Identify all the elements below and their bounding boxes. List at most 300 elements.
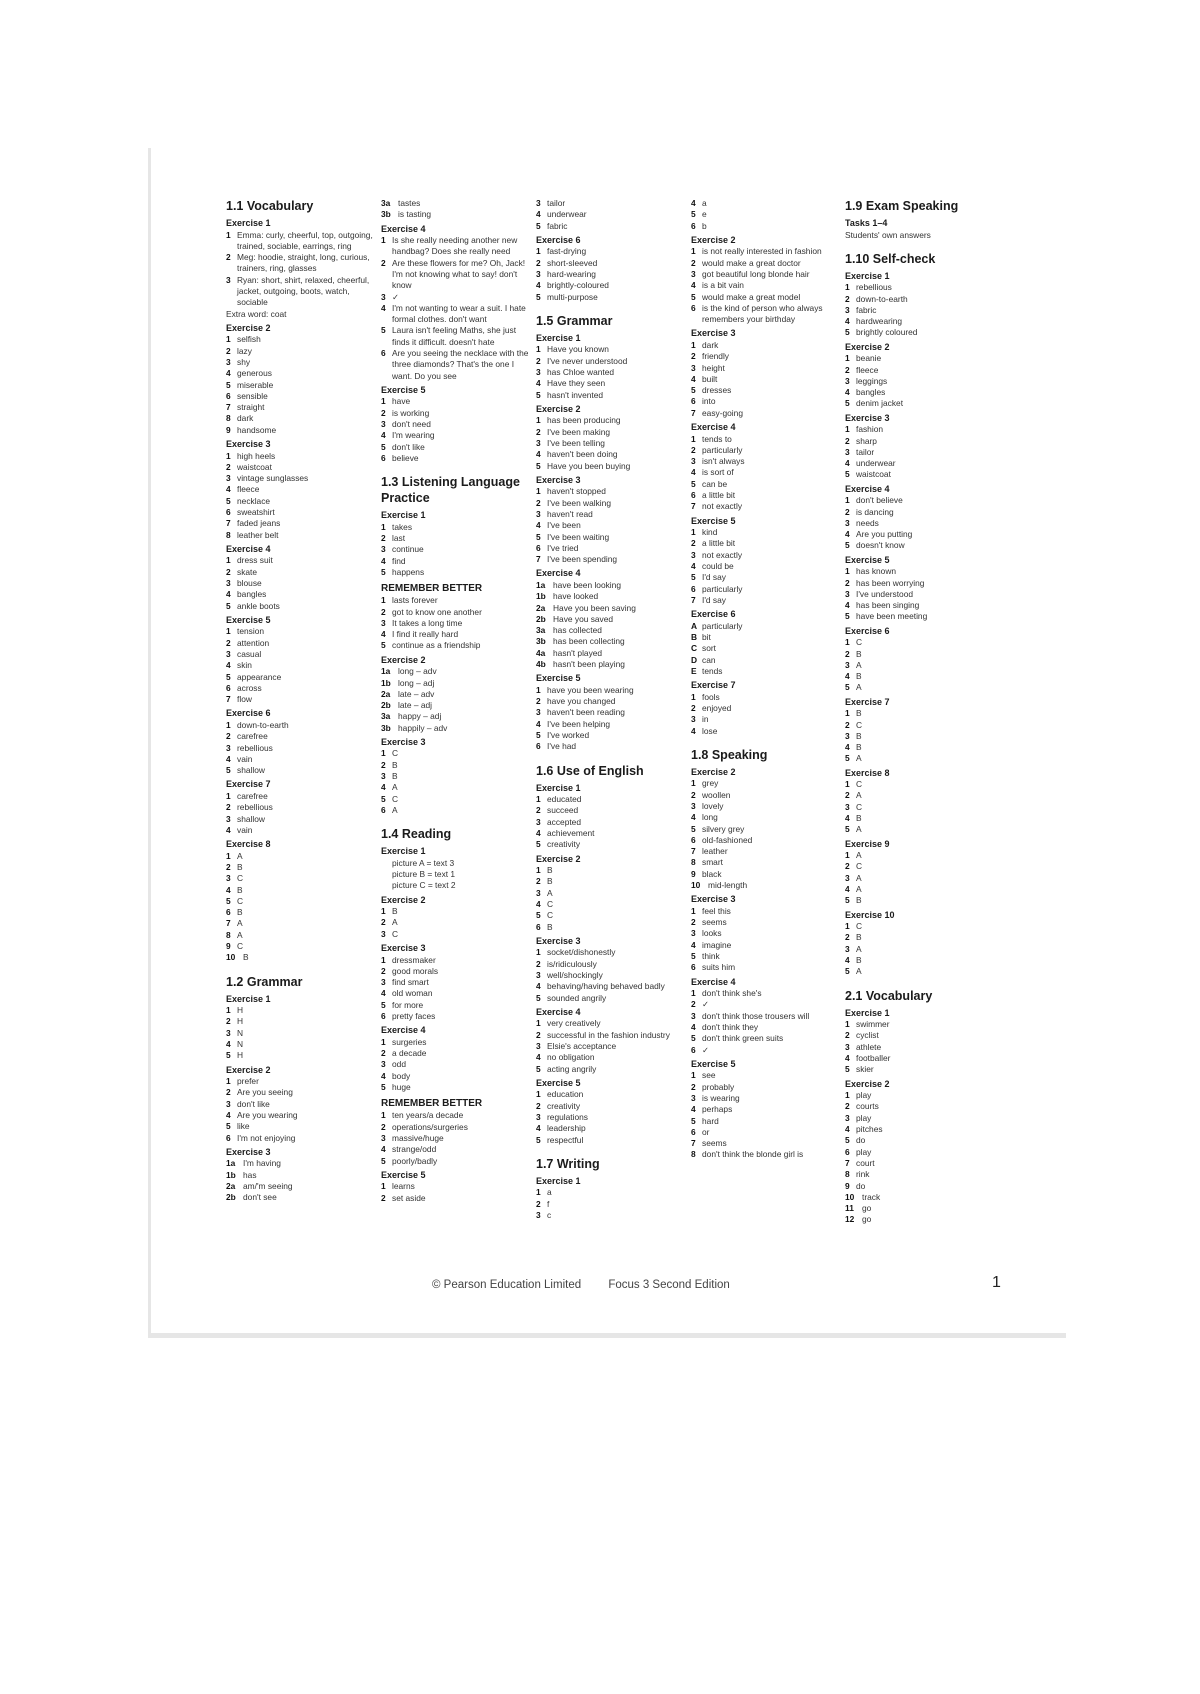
answer-number: 6: [845, 1146, 850, 1157]
answer-text: picture C = text 2: [392, 880, 456, 891]
answer-text: is wearing: [702, 1093, 740, 1103]
answer-block: [536, 783, 686, 851]
answer-text: A: [856, 850, 862, 861]
answer-text: I've been spending: [547, 554, 618, 565]
answer-block: [381, 895, 531, 940]
answer-number: 1: [536, 1089, 541, 1100]
answer-item: [226, 1087, 376, 1098]
answer-number: 3: [226, 873, 231, 884]
answer-text: shallow: [237, 765, 265, 776]
answer-item: [536, 280, 686, 291]
answer-item: [536, 554, 686, 565]
answer-text: no obligation: [547, 1052, 595, 1063]
answer-text: rebellious: [237, 742, 273, 753]
answer-item: [381, 442, 531, 453]
exercise-title: Exercise 2: [691, 766, 736, 777]
answer-item: [691, 1116, 841, 1127]
answer-number: 4: [691, 1022, 696, 1033]
exercise-title: Exercise 2: [536, 403, 581, 414]
answer-number: 1: [536, 1018, 541, 1029]
answer-number: 5: [845, 540, 850, 551]
answer-number: 3: [691, 714, 696, 725]
answer-number: 2: [226, 861, 231, 872]
exercise-title: Exercise 1: [845, 270, 890, 281]
answer-number: 3b: [381, 209, 391, 220]
answer-item: [536, 498, 686, 509]
page-footer: [432, 1279, 754, 1291]
answer-item: [536, 209, 686, 220]
answer-item: [381, 567, 531, 578]
answer-item: [226, 638, 376, 649]
answer-block: [691, 894, 841, 973]
answer-number: 9: [845, 1180, 850, 1191]
answer-number: 3: [381, 928, 386, 939]
answer-block: [381, 655, 531, 734]
answer-item: [381, 917, 531, 928]
answer-text: looks: [702, 928, 722, 939]
answer-item: [226, 555, 376, 566]
answer-item: [381, 1000, 531, 1011]
answer-number: 6: [691, 834, 696, 845]
answer-text: C: [856, 921, 863, 932]
answer-block: [536, 1156, 686, 1172]
answer-number: 1: [691, 433, 696, 444]
answer-number: 4: [536, 280, 541, 291]
answer-item: [226, 885, 376, 896]
answer-text: fabric: [547, 220, 568, 231]
answer-number: 4: [845, 458, 850, 469]
answer-number: 2: [691, 351, 696, 362]
answer-item: [845, 660, 995, 671]
answer-text: kind: [702, 527, 718, 538]
answer-text: has been collecting: [553, 636, 625, 647]
answer-block: [691, 977, 841, 1056]
answer-item: [381, 1011, 531, 1022]
answer-text: carefree: [237, 790, 268, 801]
answer-text: into: [702, 396, 716, 407]
answer-item: [691, 221, 841, 232]
answer-text: picture A = text 3: [392, 857, 455, 868]
answer-text: C: [856, 861, 863, 872]
answer-number: 3: [691, 362, 696, 373]
answer-text: I've been telling: [547, 437, 605, 448]
exercise-title: Exercise 2: [691, 234, 736, 245]
answer-text: like: [237, 1121, 250, 1132]
answer-item: [226, 862, 376, 873]
answer-text: A: [856, 824, 862, 835]
answer-block: [845, 413, 995, 481]
answer-item: [536, 603, 686, 614]
answer-number: 5: [226, 1050, 231, 1061]
answer-item: [381, 1181, 531, 1192]
answer-number: 3: [536, 198, 541, 208]
answer-item: [845, 649, 995, 660]
answer-number: 3: [536, 887, 541, 898]
answer-number: 5: [691, 572, 696, 583]
answer-number: 10: [226, 952, 236, 963]
answer-text: go: [862, 1203, 872, 1214]
answer-number: 1: [226, 1076, 231, 1087]
answer-item: [845, 779, 995, 790]
answer-text: Are you wearing: [237, 1110, 298, 1120]
exercise-title: Exercise 5: [691, 515, 736, 526]
answer-text: I'm not wanting to wear a suit. I hate formal clothes. don't want: [392, 302, 526, 325]
answer-text: late – adv: [398, 688, 435, 699]
answer-text: A: [856, 659, 862, 670]
answer-text: B: [856, 895, 862, 906]
answer-item: [536, 839, 686, 850]
answer-text: skin: [237, 660, 252, 671]
exercise-title: Exercise 7: [845, 696, 890, 707]
answer-number: 1: [381, 1181, 386, 1192]
answer-item: [536, 947, 686, 958]
answer-text: I've had: [547, 741, 577, 752]
exercise-title: Exercise 3: [536, 935, 581, 946]
answer-item: [381, 1156, 531, 1167]
answer-number: 1: [381, 396, 386, 407]
answer-number: 4: [845, 742, 850, 753]
answer-item: [845, 1019, 995, 1030]
answer-number: 4: [691, 725, 696, 736]
answer-item: [845, 305, 995, 316]
answer-text: skate: [237, 566, 258, 577]
answer-text: multi-purpose: [547, 291, 598, 302]
exercise-title: Exercise 1: [226, 218, 271, 228]
answer-number: 4: [845, 529, 850, 540]
answer-item: [381, 760, 531, 771]
answer-item: [691, 643, 841, 654]
answer-item: [381, 1144, 531, 1155]
answer-text: H: [237, 1005, 244, 1016]
answer-item: [845, 682, 995, 693]
answer-number: 1: [536, 1187, 541, 1198]
answer-text: athlete: [856, 1041, 882, 1052]
answer-number: 3: [536, 969, 541, 980]
answer-number: 3: [226, 649, 231, 659]
answer-text: lasts forever: [392, 595, 438, 606]
answer-item: [381, 1193, 531, 1204]
answer-number: 1b: [536, 591, 546, 602]
answer-number: 4: [691, 939, 696, 950]
answer-number: 3: [845, 872, 850, 883]
answer-number: 2: [691, 917, 696, 928]
answer-text: haven't been reading: [547, 707, 625, 718]
answer-number: 4: [691, 373, 696, 384]
answer-text: vain: [237, 824, 253, 835]
answer-text: necklace: [237, 495, 271, 506]
answer-number: 1: [845, 495, 850, 506]
answer-note: Students' own answers: [845, 229, 931, 240]
answer-text: Have they seen: [547, 378, 606, 389]
answer-item: [691, 561, 841, 572]
answer-item: [226, 694, 376, 705]
answer-text: do: [856, 1135, 866, 1146]
answer-text: don't think she's: [702, 988, 762, 999]
answer-text: regulations: [547, 1111, 588, 1122]
answer-item: [226, 496, 376, 507]
exercise-title: Exercise 1: [226, 993, 271, 1004]
answer-block: [381, 1097, 531, 1110]
answer-number: 4: [536, 1123, 541, 1134]
answer-text: old woman: [392, 988, 433, 999]
answer-item: [381, 782, 531, 793]
answer-number: 3: [845, 588, 850, 599]
answer-item: [845, 611, 995, 622]
answer-item: [381, 533, 531, 544]
answer-item: [381, 430, 531, 441]
answer-text: shy: [237, 356, 251, 367]
answer-text: a decade: [392, 1048, 427, 1059]
answer-text: generous: [237, 368, 272, 379]
answer-text: A: [856, 966, 862, 977]
answer-number: 2: [845, 506, 850, 517]
answer-text: b: [702, 220, 707, 231]
answer-number: 4: [691, 1104, 696, 1115]
answer-item: [536, 580, 686, 591]
answer-text: short-sleeved: [547, 257, 598, 268]
answer-number: 5: [226, 765, 231, 776]
exercise-title: Exercise 1: [536, 332, 581, 343]
answer-item: [381, 258, 531, 292]
answer-item: [381, 235, 531, 258]
answer-item: [536, 1199, 686, 1210]
answer-number: 3: [845, 446, 850, 457]
answer-block: [845, 484, 995, 552]
answer-block: [536, 235, 686, 303]
answer-number: 1a: [226, 1158, 236, 1169]
answer-text: A: [856, 753, 862, 764]
answer-item: [691, 396, 841, 407]
answer-number: 4: [845, 600, 850, 611]
answer-number: 3: [845, 375, 850, 386]
exercise-title: Exercise 2: [381, 654, 426, 665]
answer-number: 1b: [381, 677, 391, 688]
answer-item: [226, 896, 376, 907]
answer-item: [845, 921, 995, 932]
answer-text: don't see: [243, 1192, 277, 1203]
answer-number: 3: [381, 291, 386, 302]
exercise-title: Exercise 4: [536, 1006, 581, 1017]
answer-text: B: [392, 906, 398, 917]
answer-number: 2: [691, 257, 696, 268]
answer-item: [691, 917, 841, 928]
answer-item: [691, 303, 841, 326]
answer-item: [845, 1101, 995, 1112]
answer-text: I've worked: [547, 729, 590, 740]
answer-item: [691, 824, 841, 835]
answer-number: 9: [691, 868, 696, 879]
answer-number: 6: [536, 921, 541, 932]
answer-number: 3: [381, 977, 386, 988]
answer-item: [381, 880, 531, 891]
answer-item: [226, 649, 376, 660]
answer-item: [845, 540, 995, 551]
answer-block: [381, 582, 531, 595]
answer-item: [536, 865, 686, 876]
answer-text: operations/surgeries: [392, 1121, 468, 1132]
answer-number: 2: [536, 958, 541, 969]
answer-block: [381, 846, 531, 891]
answer-text: grey: [702, 778, 719, 789]
answer-text: Elsie's acceptance: [547, 1040, 617, 1051]
answer-text: see: [702, 1070, 716, 1081]
answer-text: don't believe: [856, 495, 903, 506]
answer-item: [845, 294, 995, 305]
answer-item: [536, 659, 686, 670]
answer-item: [691, 999, 841, 1010]
exercise-title: Exercise 3: [691, 328, 736, 339]
answer-text: body: [392, 1070, 411, 1081]
answer-number: 1: [845, 779, 850, 790]
answer-text: leggings: [856, 375, 888, 386]
answer-text: brightly coloured: [856, 327, 918, 338]
exercise-title: Exercise 4: [381, 223, 426, 234]
answer-number: 2: [691, 444, 696, 455]
answer-item: [536, 970, 686, 981]
answer-text: for more: [392, 999, 424, 1010]
answer-text: accepted: [547, 816, 581, 827]
answer-number: 2: [536, 696, 541, 707]
answer-text: hardwearing: [856, 316, 903, 327]
answer-item: [845, 873, 995, 884]
answer-text: has: [243, 1169, 257, 1180]
answer-number: 2: [381, 606, 386, 617]
answer-block: [381, 224, 531, 382]
answer-item: [226, 918, 376, 929]
answer-text: H: [237, 1016, 244, 1027]
exercise-title: Exercise 5: [226, 614, 271, 625]
answer-number: 4b: [536, 659, 546, 669]
answer-number: 2: [226, 252, 231, 263]
answer-text: is sort of: [702, 467, 734, 478]
answer-text: dark: [237, 413, 254, 424]
answer-item: [226, 791, 376, 802]
answer-item: [691, 246, 841, 257]
answer-number: 4: [691, 198, 696, 208]
answer-number: 3: [536, 508, 541, 519]
answer-text: swimmer: [856, 1019, 890, 1030]
answer-number: 3: [226, 742, 231, 753]
answer-text: A: [392, 917, 398, 928]
answer-item: [691, 550, 841, 561]
answer-text: don't think those trousers will: [702, 1010, 810, 1021]
answer-item: [226, 743, 376, 754]
answer-item: [691, 940, 841, 951]
answer-item: [691, 703, 841, 714]
answer-item: [381, 929, 531, 940]
answer-number: 10: [845, 1191, 855, 1202]
answer-number: 3: [845, 1041, 850, 1052]
answer-item: [845, 578, 995, 589]
answer-item: [691, 790, 841, 801]
answer-item: [691, 621, 841, 632]
answer-item: [381, 805, 531, 816]
answer-text: easy-going: [702, 407, 743, 418]
answer-text: B: [243, 952, 249, 963]
answer-number: 6: [226, 390, 231, 401]
answer-text: I've been: [547, 520, 581, 531]
answer-text: have: [392, 396, 411, 407]
answer-block: [536, 313, 686, 329]
answer-number: 2: [536, 805, 541, 816]
answer-number: 8: [691, 1149, 696, 1160]
answer-item: [226, 357, 376, 368]
answer-number: 2: [226, 461, 231, 472]
answer-text: respectful: [547, 1134, 584, 1145]
answer-text: C: [547, 910, 554, 921]
answer-item: [226, 346, 376, 357]
answer-item: [226, 425, 376, 436]
answer-text: hasn't played: [553, 647, 603, 658]
answer-number: 3: [536, 1209, 541, 1220]
answer-text: sweatshirt: [237, 507, 275, 518]
answer-text: very creatively: [547, 1018, 601, 1029]
answer-item: [691, 692, 841, 703]
answer-text: has been producing: [547, 415, 621, 426]
answer-text: C: [237, 941, 244, 952]
answer-text: shallow: [237, 813, 265, 824]
answer-item: [226, 507, 376, 518]
answer-text: brightly-coloured: [547, 280, 609, 291]
answer-text: waistcoat: [237, 461, 272, 472]
answer-number: 4: [381, 1070, 386, 1081]
answer-number: 3a: [536, 625, 546, 636]
answer-item: [381, 544, 531, 555]
answer-text: fleece: [237, 484, 260, 495]
answer-text: C: [547, 898, 554, 909]
answer-item: [691, 1011, 841, 1022]
answer-number: 3: [691, 1010, 696, 1021]
answer-number: 7: [226, 402, 231, 413]
remember-better-heading: REMEMBER BETTER: [381, 1098, 483, 1110]
answer-text: fabric: [856, 304, 877, 315]
answer-text: dark: [702, 339, 719, 350]
answer-text: B: [392, 771, 398, 782]
exercise-title: Exercise 4: [226, 543, 271, 554]
answer-text: a: [547, 1187, 552, 1198]
answer-item: [226, 334, 376, 345]
section-title: 1.5 Grammar: [536, 313, 613, 328]
answer-item: [226, 683, 376, 694]
answer-text: behaving/having behaved badly: [547, 981, 665, 992]
answer-item: [381, 723, 531, 734]
answer-block: [845, 198, 995, 214]
answer-block: [381, 737, 531, 816]
answer-item: [381, 678, 531, 689]
answer-text: underwear: [547, 209, 587, 220]
answer-item: [381, 209, 531, 220]
answer-text: huge: [392, 1082, 411, 1093]
answer-text: ✓: [702, 999, 710, 1010]
answer-item: [536, 636, 686, 647]
answer-number: 6: [226, 682, 231, 693]
answer-number: 1a: [381, 666, 391, 677]
answer-block: [536, 763, 686, 779]
answer-text: learns: [392, 1181, 415, 1192]
answer-block: [691, 328, 841, 419]
answer-item: [691, 1138, 841, 1149]
answer-item: [691, 666, 841, 677]
answer-number: 2: [845, 364, 850, 375]
answer-item: [536, 221, 686, 232]
answer-text: cyclist: [856, 1030, 879, 1041]
answer-text: handsome: [237, 424, 277, 435]
answer-item: [691, 1022, 841, 1033]
answer-item: [536, 356, 686, 367]
answer-text: play: [856, 1090, 872, 1101]
exercise-title: Exercise 6: [226, 708, 271, 719]
answer-text: ankle boots: [237, 600, 280, 611]
